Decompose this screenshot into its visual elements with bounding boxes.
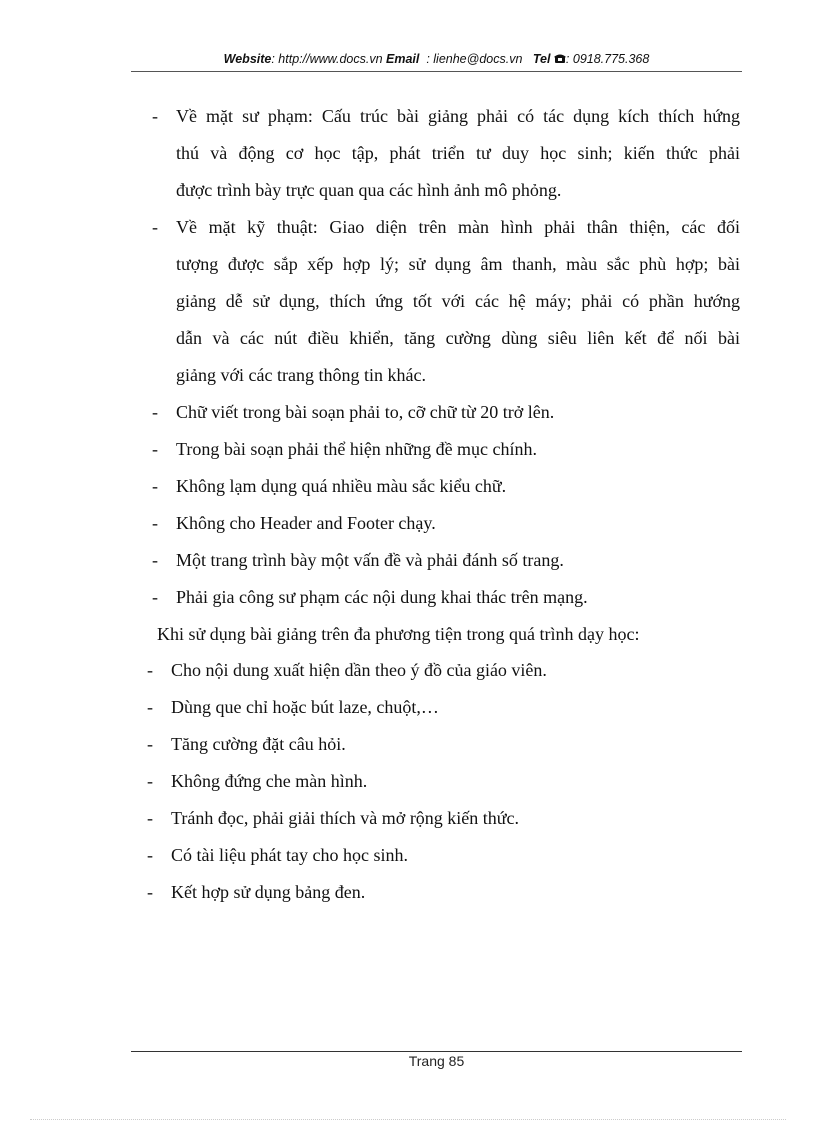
list-item: Dùng que chỉ hoặc bút laze, chuột,…: [171, 697, 439, 717]
email-label: Email: [386, 52, 420, 66]
list-item-line: được trình bày trực quan qua các hình ảnh mô phỏng.: [176, 180, 562, 200]
list-item-line: Về mặt kỹ thuật: Giao diện trên màn hình phải thân thiện, các đối: [176, 217, 740, 237]
phone-icon: [554, 53, 566, 67]
header-rule: [131, 71, 742, 72]
list-bullet: -: [147, 771, 153, 791]
list-item: Tăng cường đặt câu hỏi.: [171, 734, 346, 754]
list-item: Không đứng che màn hình.: [171, 771, 368, 791]
list-item-line: Một trang trình bày một vấn đề và phải đánh số trang.: [176, 550, 564, 570]
list-item-line: Trong bài soạn phải thể hiện những đề mục chính.: [176, 439, 538, 459]
list-bullet: -: [152, 476, 158, 496]
page-header: [131, 52, 742, 67]
list-item-line: Không lạm dụng quá nhiều màu sắc kiểu chữ.: [176, 476, 507, 496]
list-item-line: tượng được sắp xếp hợp lý; sử dụng âm thanh, màu sắc phù hợp; bài: [176, 254, 740, 274]
list-bullet: -: [152, 217, 158, 237]
list-item: Kết hợp sử dụng bảng đen.: [171, 882, 366, 902]
footer-rule: [131, 1051, 742, 1052]
list-item: Có tài liệu phát tay cho học sinh.: [171, 845, 408, 865]
list-bullet: -: [147, 697, 153, 717]
tel-value: : 0918.775.368: [565, 52, 650, 66]
list-bullet: -: [152, 550, 158, 570]
list-bullet: -: [147, 845, 153, 865]
website-value: : http://www.docs.vn: [271, 52, 383, 66]
email-value: : lienhe@docs.vn: [426, 52, 523, 66]
list-item-line: Phải gia công sư phạm các nội dung khai thác trên mạng.: [176, 587, 588, 607]
list-bullet: -: [147, 882, 153, 902]
list-item-line: thú và động cơ học tập, phát triển tư duy học sinh; kiến thức phải: [176, 143, 740, 163]
website-label: Website: [223, 52, 272, 66]
list-item: Cho nội dung xuất hiện dần theo ý đồ của giáo viên.: [171, 660, 547, 680]
list-item-line: Không cho Header and Footer chạy.: [176, 513, 436, 533]
intro-paragraph: Khi sử dụng bài giảng trên đa phương tiện trong quá trình dạy học:: [157, 624, 640, 644]
page-edge-divider: [30, 1119, 786, 1120]
list-bullet: -: [152, 587, 158, 607]
list-bullet: -: [152, 439, 158, 459]
list-bullet: -: [152, 402, 158, 422]
list-bullet: -: [152, 513, 158, 533]
list-bullet: -: [152, 106, 158, 126]
tel-label: Tel: [532, 52, 551, 66]
list-item-line: Chữ viết trong bài soạn phải to, cỡ chữ từ 20 trở lên.: [176, 402, 555, 422]
list-item: Tránh đọc, phải giải thích và mở rộng kiến thức.: [171, 808, 520, 828]
list-item-line: giảng dễ sử dụng, thích ứng tốt với các hệ máy; phải có phần hướng: [176, 291, 740, 311]
list-item-line: dẫn và các nút điều khiển, tăng cường dùng siêu liên kết để nối bài: [176, 328, 740, 348]
list-bullet: -: [147, 660, 153, 680]
list-bullet: -: [147, 734, 153, 754]
list-item-line: giảng với các trang thông tin khác.: [176, 365, 426, 385]
page-number: Trang 85: [408, 1053, 465, 1069]
list-bullet: -: [147, 808, 153, 828]
list-item-line: Về mặt sư phạm: Cấu trúc bài giảng phải có tác dụng kích thích hứng: [176, 106, 740, 126]
